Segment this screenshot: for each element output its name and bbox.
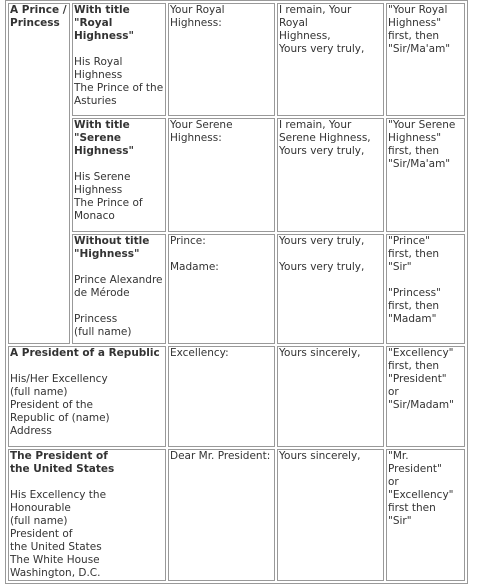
address-line: Republic of (name) bbox=[10, 412, 110, 424]
speech-line: first, then bbox=[388, 300, 440, 312]
cell-category-republic bbox=[8, 346, 166, 447]
cell-speech-royal bbox=[386, 3, 465, 116]
category-line: The President of bbox=[10, 450, 108, 462]
closing-line: Yours very truly, bbox=[279, 235, 365, 247]
speech-line: Highness" bbox=[388, 132, 442, 144]
cell-closing-us bbox=[277, 449, 384, 581]
salutation-line: Madame: bbox=[170, 261, 219, 273]
closing-line: Yours sincerely, bbox=[279, 347, 361, 359]
cell-closing-royal bbox=[277, 3, 384, 116]
speech-line: "Sir/Madam" bbox=[388, 399, 454, 411]
speech-line: first then bbox=[388, 502, 436, 514]
speech-line: first, then bbox=[388, 360, 440, 372]
speech-line: "Sir/Ma'am" bbox=[388, 43, 451, 55]
cell-closing-republic bbox=[277, 346, 384, 447]
closing-line: Highness, bbox=[279, 30, 331, 42]
title-line: "Highness" bbox=[74, 248, 140, 260]
speech-line: "Sir" bbox=[388, 261, 412, 273]
address-line: Washington, D.C. bbox=[10, 567, 101, 579]
salutation-line: Your Serene bbox=[170, 119, 233, 131]
speech-line: first, then bbox=[388, 248, 440, 260]
speech-line: "Madam" bbox=[388, 313, 437, 325]
speech-line: "Your Serene bbox=[388, 119, 456, 131]
title-line: Without title bbox=[74, 235, 150, 247]
speech-line: Highness" bbox=[388, 17, 442, 29]
closing-line: Serene Highness, bbox=[279, 132, 371, 144]
cell-closing-serene bbox=[277, 118, 384, 232]
speech-line: "Princess" bbox=[388, 287, 441, 299]
cell-salutation-without bbox=[168, 234, 275, 344]
category-line: A Prince / bbox=[10, 4, 67, 16]
address-line: His Royal bbox=[74, 56, 123, 68]
speech-line: or bbox=[388, 476, 399, 488]
closing-line: Yours very truly, bbox=[279, 43, 365, 55]
salutation-line: Highness: bbox=[170, 132, 222, 144]
speech-line: President" bbox=[388, 463, 442, 475]
cell-title-serene bbox=[72, 118, 166, 232]
title-line: With title bbox=[74, 119, 130, 131]
cell-category-prince bbox=[8, 3, 70, 344]
address-line: (full name) bbox=[10, 386, 68, 398]
address-line: Highness bbox=[74, 184, 123, 196]
address-line: (full name) bbox=[74, 326, 132, 338]
closing-line: I remain, Your bbox=[279, 119, 352, 131]
category-line: Princess bbox=[10, 17, 60, 29]
closing-line: Yours sincerely, bbox=[279, 450, 361, 462]
address-line: Prince Alexandre bbox=[74, 274, 163, 286]
speech-line: "Sir/Ma'am" bbox=[388, 158, 451, 170]
title-line: With title bbox=[74, 4, 130, 16]
salutation-line: Prince: bbox=[170, 235, 206, 247]
table-row-serene-highness bbox=[8, 118, 465, 232]
speech-line: first, then bbox=[388, 145, 440, 157]
table-row-president-republic bbox=[8, 346, 465, 447]
cell-salutation-us bbox=[168, 449, 275, 581]
address-line: de Mérode bbox=[74, 287, 130, 299]
address-line: Highness bbox=[74, 69, 123, 81]
speech-line: "Your Royal bbox=[388, 4, 448, 16]
cell-closing-without bbox=[277, 234, 384, 344]
address-line: President of bbox=[10, 528, 73, 540]
address-line: His Serene bbox=[74, 171, 131, 183]
address-line: Monaco bbox=[74, 210, 115, 222]
cell-salutation-royal bbox=[168, 3, 275, 116]
speech-line: "Excellency" bbox=[388, 489, 454, 501]
cell-salutation-serene bbox=[168, 118, 275, 232]
address-line: President of the bbox=[10, 399, 94, 411]
speech-line: or bbox=[388, 386, 399, 398]
closing-line: Yours very truly, bbox=[279, 145, 365, 157]
address-line: The Prince of bbox=[74, 197, 143, 209]
title-line: "Serene bbox=[74, 132, 122, 144]
salutation-line: Your Royal bbox=[170, 4, 225, 16]
cell-speech-serene bbox=[386, 118, 465, 232]
salutation-line: Excellency: bbox=[170, 347, 229, 359]
cell-salutation-republic bbox=[168, 346, 275, 447]
title-line: Highness" bbox=[74, 30, 134, 42]
address-line: the United States bbox=[10, 541, 102, 553]
table-row-president-us bbox=[8, 449, 465, 581]
forms-of-address-table bbox=[5, 0, 468, 584]
speech-line: "President" bbox=[388, 373, 447, 385]
salutation-line: Highness: bbox=[170, 17, 222, 29]
table-row-royal-highness bbox=[8, 3, 465, 116]
cell-speech-us bbox=[386, 449, 465, 581]
address-line: (full name) bbox=[10, 515, 68, 527]
title-line: Highness" bbox=[74, 145, 134, 157]
address-line: His Excellency the Honourable bbox=[10, 489, 107, 514]
speech-line: "Prince" bbox=[388, 235, 430, 247]
speech-line: first, then bbox=[388, 30, 440, 42]
speech-line: "Sir" bbox=[388, 515, 412, 527]
category-line: the United States bbox=[10, 463, 115, 475]
speech-line: "Mr. bbox=[388, 450, 409, 462]
address-line: The White House bbox=[10, 554, 100, 566]
cell-speech-republic bbox=[386, 346, 465, 447]
cell-title-royal bbox=[72, 3, 166, 116]
cell-title-without bbox=[72, 234, 166, 344]
speech-line: "Excellency" bbox=[388, 347, 454, 359]
address-line: Asturies bbox=[74, 95, 117, 107]
category-line: A President of a Republic bbox=[10, 347, 160, 359]
address-line: Princess bbox=[74, 313, 118, 325]
cell-category-us bbox=[8, 449, 166, 581]
cell-speech-without bbox=[386, 234, 465, 344]
address-line: His/Her Excellency bbox=[10, 373, 108, 385]
address-line: Address bbox=[10, 425, 52, 437]
salutation-line: Dear Mr. President: bbox=[170, 450, 271, 462]
closing-line: I remain, Your Royal bbox=[279, 4, 352, 29]
closing-line: Yours very truly, bbox=[279, 261, 365, 273]
table-row-without-title bbox=[8, 234, 465, 344]
address-line: The Prince of the bbox=[74, 82, 164, 94]
title-line: "Royal bbox=[74, 17, 113, 29]
